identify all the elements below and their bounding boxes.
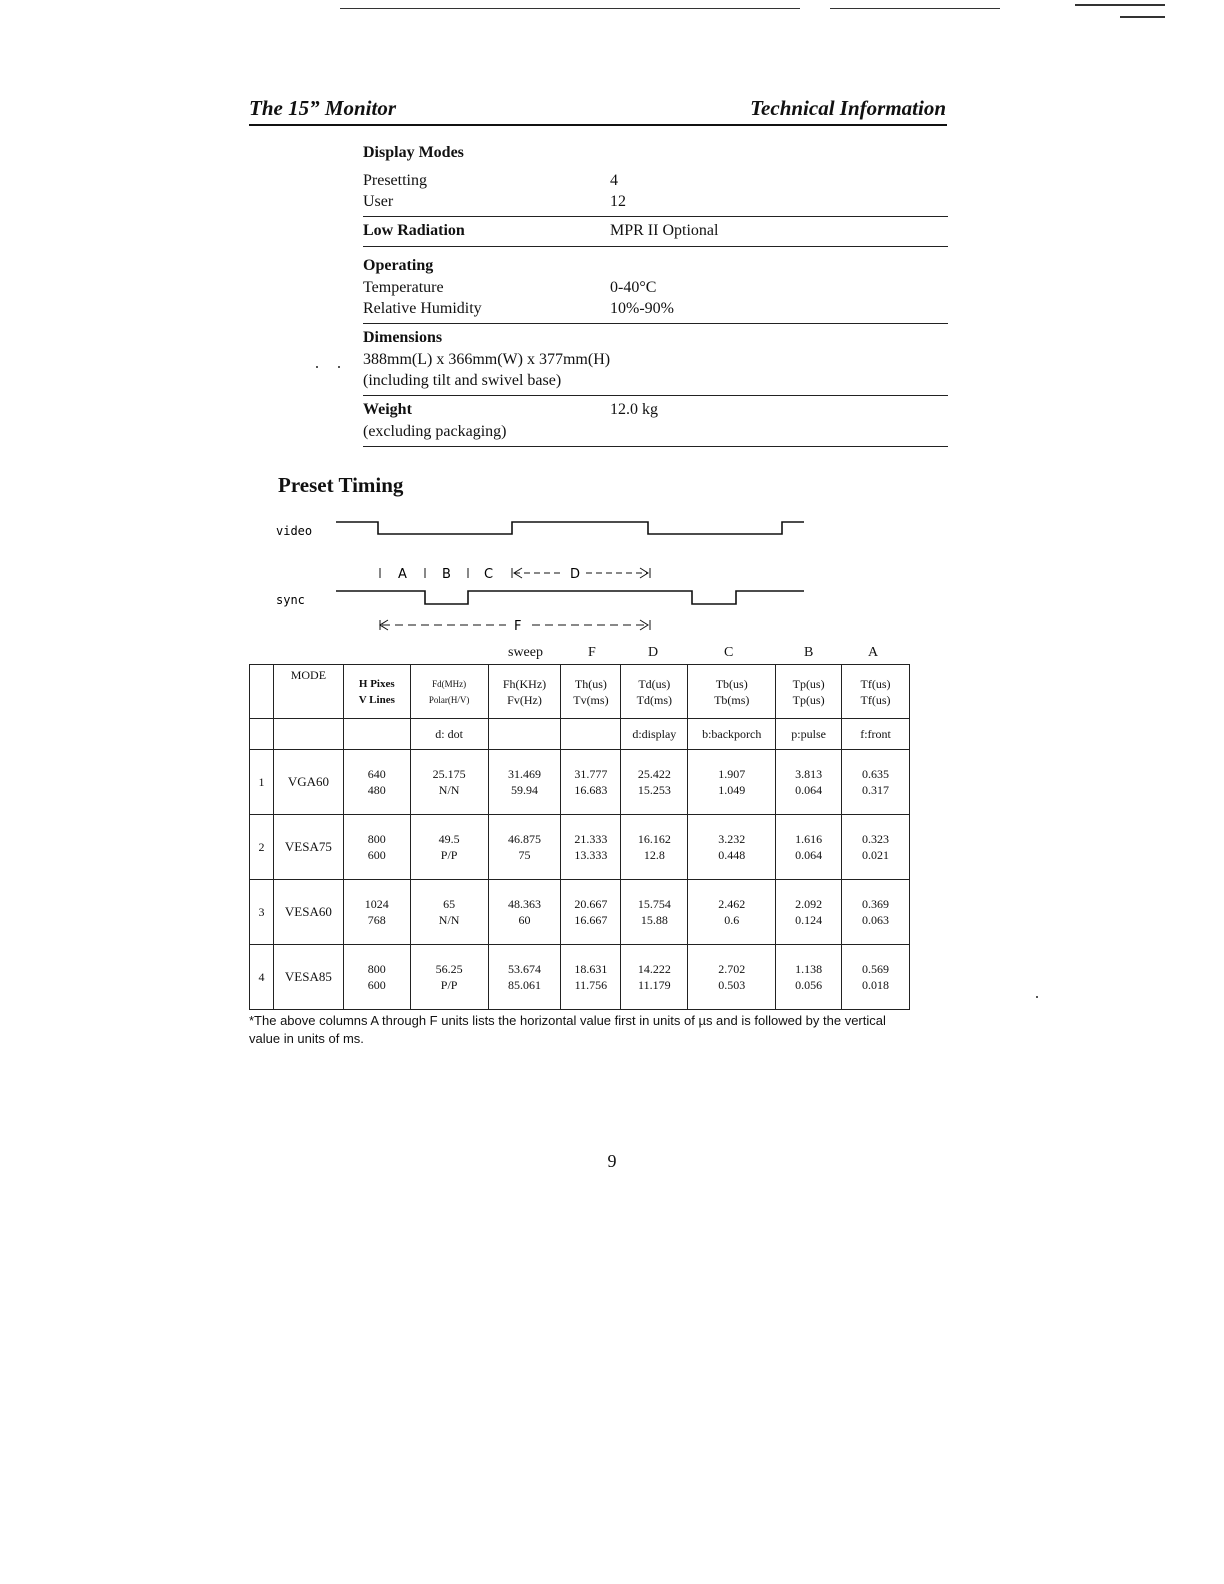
cell-value: 2.092	[795, 897, 823, 911]
header-pixels	[343, 665, 410, 719]
display-time-cell	[621, 880, 688, 945]
front-time-cell	[842, 945, 910, 1010]
page-number: 9	[607, 1151, 617, 1171]
cell-value: 0.063	[862, 913, 890, 927]
cell-value: 2.702	[718, 962, 746, 976]
cell-value: N/N	[438, 783, 460, 797]
spec-value: MPR II Optional	[610, 222, 719, 239]
cell-value: 800	[367, 962, 386, 976]
backporch-time-cell	[688, 945, 776, 1010]
spec-value: 10%-90%	[610, 300, 674, 317]
cell-value: 0.323	[862, 832, 890, 846]
header-text: Tp(us)	[792, 676, 825, 691]
section-heading: Preset Timing	[278, 473, 404, 497]
dotclock-polarity-cell	[410, 945, 488, 1010]
cell-value: 1024	[364, 897, 389, 911]
cell-value: 60	[518, 913, 531, 927]
cell-value: 0.448	[718, 848, 746, 862]
spec-title: Low Radiation	[363, 222, 465, 239]
header-text: H Pixes	[358, 677, 395, 690]
spec-label: User	[363, 193, 394, 210]
backporch-time-cell	[688, 750, 776, 815]
frequency-cell	[488, 815, 561, 880]
spec-row	[363, 277, 948, 298]
cell-value: 11.179	[638, 978, 671, 992]
cell-value: 1.049	[718, 783, 746, 797]
header-text: Tf(us)	[860, 676, 891, 691]
header-text: Td(ms)	[636, 692, 672, 707]
scan-artifact-line	[1120, 16, 1165, 18]
cell-value: 48.363	[508, 897, 541, 911]
column-label-d: D	[648, 645, 659, 660]
header-text: Fv(Hz)	[507, 692, 542, 707]
header-text: Tb(ms)	[714, 692, 750, 707]
header-text: Fh(KHz)	[502, 676, 547, 691]
spec-value: 388mm(L) x 366mm(W) x 377mm(H)	[363, 351, 611, 368]
scan-artifact-line	[340, 8, 800, 9]
cell-value: 15.754	[637, 897, 671, 911]
table-cell	[250, 719, 274, 750]
header-text: Fd(MHz)	[432, 678, 467, 689]
interval-b-label: B	[442, 567, 451, 582]
table-body	[250, 750, 910, 1010]
cell-value: 59.94	[511, 783, 538, 797]
cell-value: 56.25	[435, 962, 463, 976]
cell-value: 3.232	[718, 832, 746, 846]
table-cell	[273, 719, 343, 750]
header-mode: MODE	[273, 665, 343, 719]
front-time-cell	[842, 880, 910, 945]
table-row	[250, 880, 910, 945]
scan-speck	[338, 366, 340, 368]
row-number: 4	[250, 945, 274, 1010]
table-cell	[250, 665, 274, 719]
display-time-cell	[621, 815, 688, 880]
spec-value: 12.0 kg	[610, 401, 658, 418]
sync-signal-label: sync	[276, 593, 305, 607]
cell-value: 1.907	[718, 767, 746, 781]
cell-value: 600	[367, 848, 386, 862]
spec-dimensions	[363, 324, 948, 396]
legend-dot: d: dot	[410, 719, 488, 750]
mode-cell: VESA85	[273, 945, 343, 1010]
cell-value: 11.756	[574, 978, 608, 992]
pixels-cell	[343, 880, 410, 945]
table-row	[250, 945, 910, 1010]
cell-value: 1.138	[795, 962, 823, 976]
scan-speck	[1036, 996, 1038, 998]
cell-value: 75	[518, 848, 531, 862]
spec-note: (excluding packaging)	[363, 423, 507, 440]
total-time-cell	[561, 880, 621, 945]
header-text: Tp(us)	[792, 692, 825, 707]
cell-value: 53.674	[508, 962, 541, 976]
scan-speck	[316, 366, 318, 368]
scan-artifact-line	[1075, 4, 1165, 6]
cell-value: 15.253	[637, 783, 671, 797]
column-label-a: A	[868, 645, 879, 660]
table-cell	[488, 719, 561, 750]
table-header-row	[250, 665, 910, 719]
front-time-cell	[842, 750, 910, 815]
legend-backporch: b:backporch	[688, 719, 776, 750]
timing-table	[249, 664, 910, 1010]
pulse-time-cell	[776, 750, 842, 815]
header-text: V Lines	[358, 693, 395, 706]
spec-note: (including tilt and swivel base)	[363, 372, 562, 389]
cell-value: 85.061	[508, 978, 541, 992]
dotclock-polarity-cell	[410, 815, 488, 880]
video-waveform	[336, 522, 804, 534]
header-backporch	[688, 665, 776, 719]
header-text: Th(us)	[574, 676, 607, 691]
cell-value: 768	[367, 913, 386, 927]
spec-operating	[363, 247, 948, 324]
cell-value: 0.064	[795, 783, 823, 797]
header-front	[842, 665, 910, 719]
legend-display: d:display	[621, 719, 688, 750]
cell-value: 0.021	[862, 848, 890, 862]
cell-value: 65	[443, 897, 456, 911]
column-label-c: C	[724, 645, 734, 660]
header-display	[621, 665, 688, 719]
frequency-cell	[488, 945, 561, 1010]
cell-value: 600	[367, 978, 386, 992]
cell-value: 0.018	[862, 978, 890, 992]
cell-value: 21.333	[574, 832, 608, 846]
pixels-cell	[343, 750, 410, 815]
pulse-time-cell	[776, 945, 842, 1010]
cell-value: 49.5	[438, 832, 460, 846]
cell-value: 1.616	[795, 832, 823, 846]
cell-value: 800	[367, 832, 386, 846]
spec-title: Operating	[363, 257, 434, 274]
spec-value: 0-40°C	[610, 279, 657, 296]
cell-value: 0.056	[795, 978, 823, 992]
front-time-cell	[842, 815, 910, 880]
pixels-cell	[343, 815, 410, 880]
spec-label: Temperature	[363, 279, 444, 296]
total-time-cell	[561, 945, 621, 1010]
spec-row	[363, 170, 948, 191]
total-time-cell	[561, 750, 621, 815]
mode-cell: VGA60	[273, 750, 343, 815]
header-text: Tb(us)	[715, 676, 748, 691]
cell-value: 13.333	[574, 848, 608, 862]
display-time-cell	[621, 750, 688, 815]
footnote: *The above columns A through F units lists the horizontal value first in units of µs and is followed by the vertical value in units of ms.	[249, 1013, 886, 1046]
cell-value: 31.777	[574, 767, 608, 781]
spec-list	[363, 140, 948, 447]
pulse-time-cell	[776, 815, 842, 880]
spec-weight	[363, 396, 948, 447]
spec-title: Weight	[363, 401, 412, 418]
cell-value: 0.503	[718, 978, 746, 992]
spec-row	[363, 191, 948, 212]
legend-front: f:front	[842, 719, 910, 750]
video-signal-label: video	[276, 524, 313, 538]
legend-pulse: p:pulse	[776, 719, 842, 750]
cell-value: 31.469	[508, 767, 541, 781]
sync-waveform	[336, 591, 804, 604]
timing-diagram	[270, 510, 830, 640]
interval-c-label: C	[484, 567, 494, 582]
cell-value: 15.88	[640, 913, 668, 927]
spec-row	[363, 399, 948, 421]
header-dotclock	[410, 665, 488, 719]
pulse-time-cell	[776, 880, 842, 945]
cell-value: P/P	[440, 978, 458, 992]
cell-value: 2.462	[718, 897, 746, 911]
table-row	[250, 750, 910, 815]
column-label-b: B	[804, 645, 814, 660]
interval-d-label: D	[570, 567, 581, 582]
cell-value: 16.667	[574, 913, 608, 927]
cell-value: 0.6	[724, 913, 740, 927]
cell-value: 3.813	[795, 767, 823, 781]
mode-cell: VESA75	[273, 815, 343, 880]
cell-value: 0.124	[795, 913, 823, 927]
spec-value: 4	[610, 172, 618, 189]
spec-title: Dimensions	[363, 329, 443, 346]
cell-value: 12.8	[643, 848, 665, 862]
header-section: Technical Information	[750, 96, 946, 120]
spec-label: Presetting	[363, 172, 427, 189]
interval-f-label: F	[514, 619, 522, 634]
cell-value: 46.875	[508, 832, 541, 846]
spec-display-modes	[363, 140, 948, 217]
cell-value: 0.635	[862, 767, 890, 781]
backporch-time-cell	[688, 880, 776, 945]
cell-value: 16.683	[574, 783, 608, 797]
spec-value: 12	[610, 193, 626, 210]
header-text: Tv(ms)	[573, 692, 609, 707]
frequency-cell	[488, 880, 561, 945]
spec-low-radiation	[363, 217, 948, 247]
scan-artifact-line	[830, 8, 1000, 9]
dotclock-polarity-cell	[410, 750, 488, 815]
total-time-cell	[561, 815, 621, 880]
header-rule	[249, 124, 947, 126]
table-row	[250, 815, 910, 880]
row-number: 1	[250, 750, 274, 815]
cell-value: 14.222	[637, 962, 671, 976]
cell-value: 0.064	[795, 848, 823, 862]
cell-value: 640	[367, 767, 386, 781]
cell-value: N/N	[438, 913, 460, 927]
cell-value: 20.667	[574, 897, 608, 911]
cell-value: 0.569	[862, 962, 890, 976]
column-label-sweep: sweep	[508, 645, 543, 660]
spec-label: Relative Humidity	[363, 300, 482, 317]
pixels-cell	[343, 945, 410, 1010]
dotclock-polarity-cell	[410, 880, 488, 945]
header-text: Tf(us)	[860, 692, 891, 707]
column-label-f: F	[588, 645, 596, 660]
cell-value: 16.162	[637, 832, 671, 846]
header-text: Td(us)	[638, 676, 671, 691]
cell-value: 0.317	[862, 783, 890, 797]
table-legend-row	[250, 719, 910, 750]
row-number: 2	[250, 815, 274, 880]
display-time-cell	[621, 945, 688, 1010]
cell-value: 0.369	[862, 897, 890, 911]
header-frequency	[488, 665, 561, 719]
header-title: The 15” Monitor	[249, 96, 397, 120]
spec-row	[363, 298, 948, 319]
frequency-cell	[488, 750, 561, 815]
header-text: Polar(H/V)	[428, 694, 470, 705]
backporch-time-cell	[688, 815, 776, 880]
header-total	[561, 665, 621, 719]
mode-cell: VESA60	[273, 880, 343, 945]
cell-value: 25.175	[432, 767, 466, 781]
header-pulse	[776, 665, 842, 719]
table-cell	[561, 719, 621, 750]
table-cell	[343, 719, 410, 750]
cell-value: 18.631	[574, 962, 608, 976]
cell-value: 25.422	[637, 767, 671, 781]
cell-value: P/P	[440, 848, 458, 862]
row-number: 3	[250, 880, 274, 945]
interval-a-label: A	[398, 567, 407, 582]
spec-title: Display Modes	[363, 144, 464, 161]
cell-value: 480	[367, 783, 386, 797]
